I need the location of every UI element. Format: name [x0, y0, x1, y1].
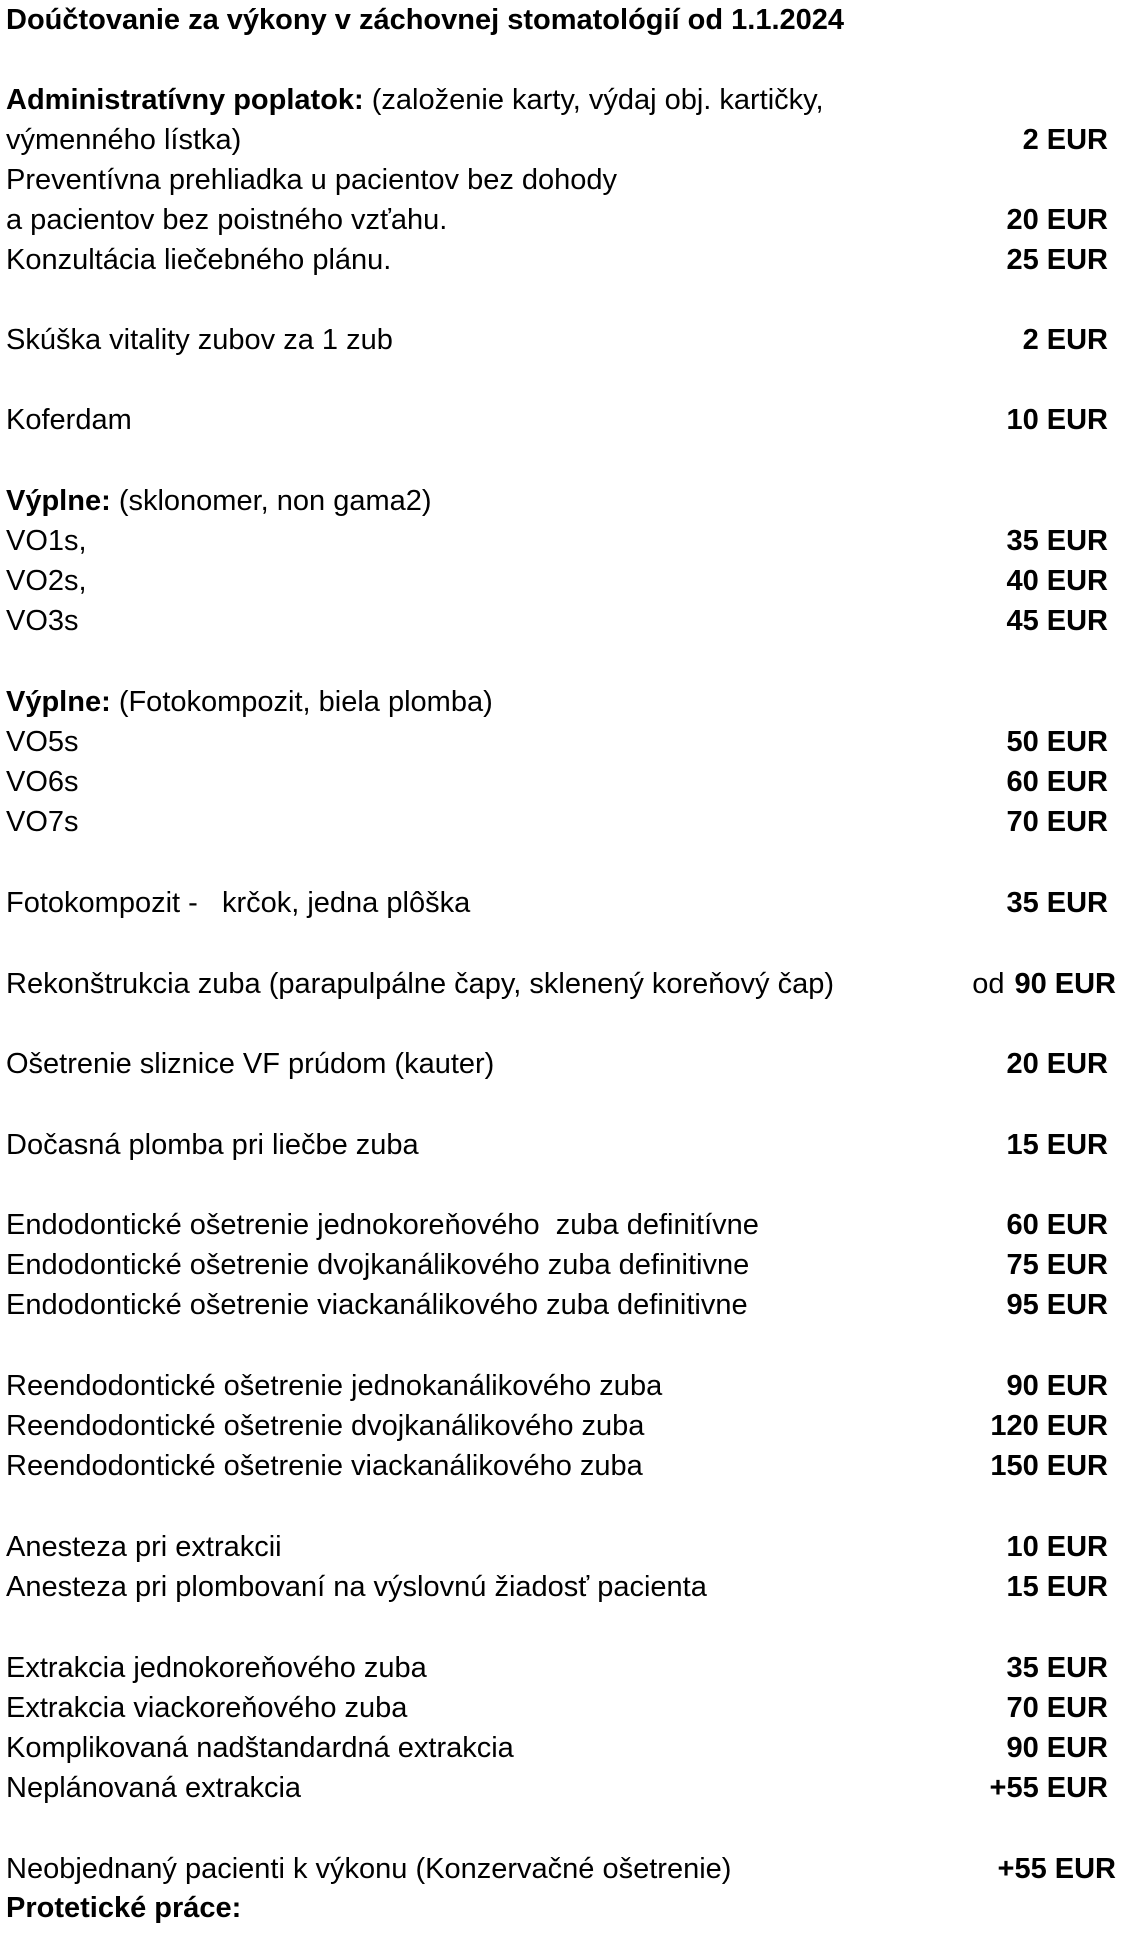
fillings2-item-price: 70 EUR — [1006, 806, 1108, 838]
cautery-row — [6, 1044, 1116, 1084]
admin-heading-bold: Administratívny poplatok: — [6, 84, 364, 116]
reendo-price: 120 EUR — [990, 1410, 1108, 1442]
reendo-label: Reendodontické ošetrenie dvojkanálikového zuba — [6, 1410, 645, 1442]
endo-row — [6, 1285, 1116, 1325]
admin-price: 2 EUR — [1022, 124, 1108, 156]
fillings1-row — [6, 521, 1116, 561]
fillings1-heading-row — [6, 481, 1116, 521]
extraction-row — [6, 1688, 1116, 1728]
extraction-label: Neplánovaná extrakcia — [6, 1772, 302, 1804]
unscheduled-price: +55 EUR — [997, 1853, 1116, 1885]
fillings2-item-price: 60 EUR — [1006, 766, 1108, 798]
extraction-price: 90 EUR — [1006, 1732, 1108, 1764]
fillings1-heading-bold: Výplne: — [6, 485, 111, 517]
admin-label: výmenného lístka) — [6, 124, 242, 156]
fillings2-item-label: VO6s — [6, 766, 79, 798]
anesthesia-label: Anesteza pri plombovaní na výslovnú žiadosť pacienta — [6, 1571, 707, 1603]
vitality-price: 2 EUR — [1022, 324, 1108, 356]
endo-label: Endodontické ošetrenie jednokoreňového zuba definitívne — [6, 1209, 759, 1241]
reconstruction-row — [6, 964, 1116, 1004]
fillings1-item-label: VO1s, — [6, 525, 87, 557]
preventive-row-1 — [6, 160, 1116, 200]
prosthetics-heading-row — [6, 1888, 1116, 1928]
fillings1-row — [6, 561, 1116, 601]
fillings2-heading — [6, 682, 493, 722]
cautery-price: 20 EUR — [1006, 1048, 1108, 1080]
fillings2-row — [6, 762, 1116, 802]
endo-row — [6, 1205, 1116, 1245]
extraction-label: Extrakcia viackoreňového zuba — [6, 1692, 408, 1724]
temporary-label: Dočasná plomba pri liečbe zuba — [6, 1129, 419, 1161]
reendo-label: Reendodontické ošetrenie viackanálikového zuba — [6, 1450, 643, 1482]
reendo-label: Reendodontické ošetrenie jednokanálikového zuba — [6, 1370, 663, 1402]
fillings2-item-label: VO5s — [6, 726, 79, 758]
reconstruction-price-group — [972, 964, 1116, 1004]
extraction-row — [6, 1728, 1116, 1768]
photocomposite-row — [6, 883, 1116, 923]
unscheduled-row — [6, 1849, 1116, 1889]
admin-heading-rest: (založenie karty, výdaj obj. kartičky, — [371, 84, 824, 116]
anesthesia-row — [6, 1567, 1116, 1607]
preventive-label-2: a pacientov bez poistného vzťahu. — [6, 204, 448, 236]
fillings1-item-price: 45 EUR — [1006, 605, 1108, 637]
extraction-price: 70 EUR — [1006, 1692, 1108, 1724]
consult-label: Konzultácia liečebného plánu. — [6, 244, 392, 276]
koferdam-price: 10 EUR — [1006, 404, 1108, 436]
consult-price: 25 EUR — [1006, 244, 1108, 276]
fillings1-item-label: VO3s — [6, 605, 79, 637]
anesthesia-label: Anesteza pri extrakcii — [6, 1531, 282, 1563]
consult-row — [6, 240, 1116, 280]
fillings2-item-label: VO7s — [6, 806, 79, 838]
reendo-price: 150 EUR — [990, 1450, 1108, 1482]
fillings2-heading-row — [6, 682, 1116, 722]
fillings1-item-price: 40 EUR — [1006, 565, 1108, 597]
endo-price: 95 EUR — [1006, 1289, 1108, 1321]
preventive-price: 20 EUR — [1006, 204, 1108, 236]
admin-heading-row — [6, 80, 1116, 120]
koferdam-row — [6, 400, 1116, 440]
extraction-row — [6, 1768, 1116, 1808]
fillings2-row — [6, 722, 1116, 762]
reendo-row — [6, 1446, 1116, 1486]
fillings1-heading — [6, 481, 432, 521]
cautery-label: Ošetrenie sliznice VF prúdom (kauter) — [6, 1048, 495, 1080]
fillings1-item-label: VO2s, — [6, 565, 87, 597]
admin-heading-label — [6, 80, 824, 120]
unscheduled-label: Neobjednaný pacienti k výkonu (Konzervačné ošetrenie) — [6, 1853, 732, 1885]
extraction-price: +55 EUR — [989, 1772, 1108, 1804]
reendo-row — [6, 1366, 1116, 1406]
extraction-label: Extrakcia jednokoreňového zuba — [6, 1652, 427, 1684]
fillings2-item-price: 50 EUR — [1006, 726, 1108, 758]
fillings2-heading-rest: (Fotokompozit, biela plomba) — [118, 686, 493, 718]
prosthetics-heading: Protetické práce: — [6, 1892, 242, 1924]
anesthesia-row — [6, 1527, 1116, 1567]
vitality-row — [6, 320, 1116, 360]
photocomposite-label: Fotokompozit - krčok, jedna plôška — [6, 887, 471, 919]
temporary-row — [6, 1125, 1116, 1165]
fillings1-item-price: 35 EUR — [1006, 525, 1108, 557]
anesthesia-price: 15 EUR — [1006, 1571, 1108, 1603]
endo-price: 60 EUR — [1006, 1209, 1108, 1241]
reendo-row — [6, 1406, 1116, 1446]
endo-row — [6, 1245, 1116, 1285]
preventive-label-1: Preventívna prehliadka u pacientov bez dohody — [6, 164, 618, 196]
fillings1-row — [6, 601, 1116, 641]
koferdam-label: Koferdam — [6, 404, 132, 436]
fillings2-row — [6, 802, 1116, 842]
endo-price: 75 EUR — [1006, 1249, 1108, 1281]
reconstruction-price: 90 EUR — [1014, 968, 1116, 1000]
reconstruction-prefix: od — [972, 968, 1005, 1000]
reconstruction-label: Rekonštrukcia zuba (parapulpálne čapy, sklenený koreňový čap) — [6, 968, 835, 1000]
admin-row — [6, 120, 1116, 160]
anesthesia-price: 10 EUR — [1006, 1531, 1108, 1563]
reendo-price: 90 EUR — [1006, 1370, 1108, 1402]
document-title — [6, 0, 1116, 40]
extraction-label: Komplikovaná nadštandardná extrakcia — [6, 1732, 514, 1764]
endo-label: Endodontické ošetrenie viackanálikového zuba definitivne — [6, 1289, 748, 1321]
fillings2-heading-bold: Výplne: — [6, 686, 111, 718]
vitality-label: Skúška vitality zubov za 1 zub — [6, 324, 393, 356]
extraction-row — [6, 1648, 1116, 1688]
temporary-price: 15 EUR — [1006, 1129, 1108, 1161]
photocomposite-price: 35 EUR — [1006, 887, 1108, 919]
document-title-text: Doúčtovanie za výkony v záchovnej stomatológií od 1.1.2024 — [6, 4, 845, 36]
extraction-price: 35 EUR — [1006, 1652, 1108, 1684]
endo-label: Endodontické ošetrenie dvojkanálikového zuba definitivne — [6, 1249, 750, 1281]
preventive-row-2 — [6, 200, 1116, 240]
fillings1-heading-rest: (sklonomer, non gama2) — [118, 485, 432, 517]
